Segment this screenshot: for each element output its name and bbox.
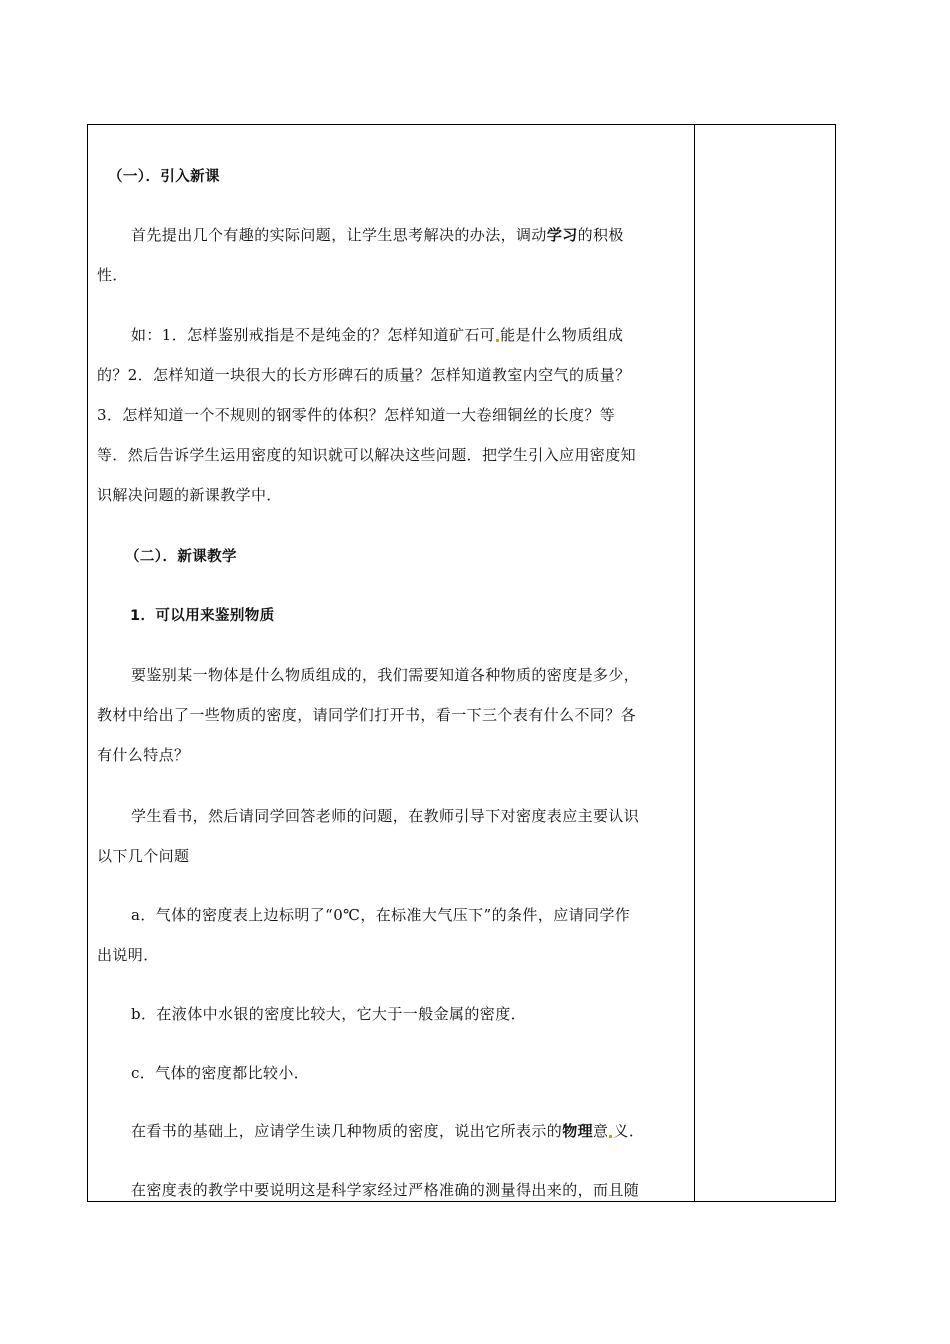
annotation-mark: [609, 1135, 612, 1138]
reading-text-b: 意: [593, 1122, 609, 1140]
annotation-mark: [496, 339, 499, 342]
notes-column: [695, 125, 835, 1201]
identify-paragraph-line-2: 教材中给出了一些物质的密度，请同学们打开书，看一下三个表有什么不同？各: [97, 706, 637, 724]
identify-paragraph-line-3: 有什么特点？: [97, 746, 190, 764]
item-c-line-1: c．气体的密度都比较小．: [131, 1064, 310, 1082]
reading-text-a: 在看书的基础上，应请学生读几种物质的密度，说出它所表示的: [131, 1122, 563, 1140]
section-heading-introduce: （一）．引入新课: [108, 169, 220, 185]
reading-paragraph-line-1: [131, 1121, 694, 1141]
item-a-line-2: 出说明．: [97, 946, 159, 964]
intro-keyword-learning: 学习: [546, 226, 578, 244]
questions-paragraph-line-3: 3．怎样知道一个不规则的钢零件的体积？怎样知道一大卷细铜丝的长度？等: [97, 406, 616, 424]
students-paragraph-line-1: 学生看书，然后请同学回答老师的问题，在教师引导下对密度表应主要认识: [131, 807, 640, 825]
questions-paragraph-line-4: 等．然后告诉学生运用密度的知识就可以解决这些问题．把学生引入应用密度知: [97, 446, 637, 464]
lesson-content-cell: [88, 125, 694, 1201]
questions-text-b: 能是什么物质组成: [500, 326, 624, 344]
subsection-heading-identify: 1．可以用来鉴别物质: [130, 608, 275, 624]
intro-paragraph-line-2: 性．: [97, 266, 128, 284]
students-paragraph-line-2: 以下几个问题: [97, 847, 190, 865]
item-a-line-1: a．气体的密度表上边标明了“0℃，在标准大气压下”的条件，应请同学作: [131, 906, 631, 924]
questions-text-a: 如：1．怎样鉴别戒指是不是纯金的？怎样知道矿石可: [131, 326, 496, 344]
questions-paragraph-line-5: 识解决问题的新课教学中．: [97, 486, 282, 504]
questions-paragraph-line-1: [131, 325, 694, 345]
last-paragraph-line-1: 在密度表的教学中要说明这是科学家经过严格准确的测量得出来的，而且随: [131, 1181, 640, 1199]
reading-keyword-physics: 物理: [562, 1122, 594, 1140]
section-heading-new-lesson: （二）．新课教学: [125, 549, 237, 565]
questions-paragraph-line-2: 的？2．怎样知道一块很大的长方形碑石的质量？怎样知道教室内空气的质量？: [97, 366, 631, 384]
reading-text-c: 义．: [613, 1122, 645, 1140]
item-b-line-1: b．在液体中水银的密度比较大，它大于一般金属的密度．: [131, 1005, 527, 1023]
identify-paragraph-line-1: 要鉴别某一物体是什么物质组成的，我们需要知道各种物质的密度是多少，: [131, 666, 640, 684]
intro-text-a: 首先提出几个有趣的实际问题，让学生思考解决的办法，调动: [131, 226, 547, 244]
intro-paragraph-line-1: [131, 225, 694, 245]
intro-text-b: 的积极: [577, 226, 624, 244]
